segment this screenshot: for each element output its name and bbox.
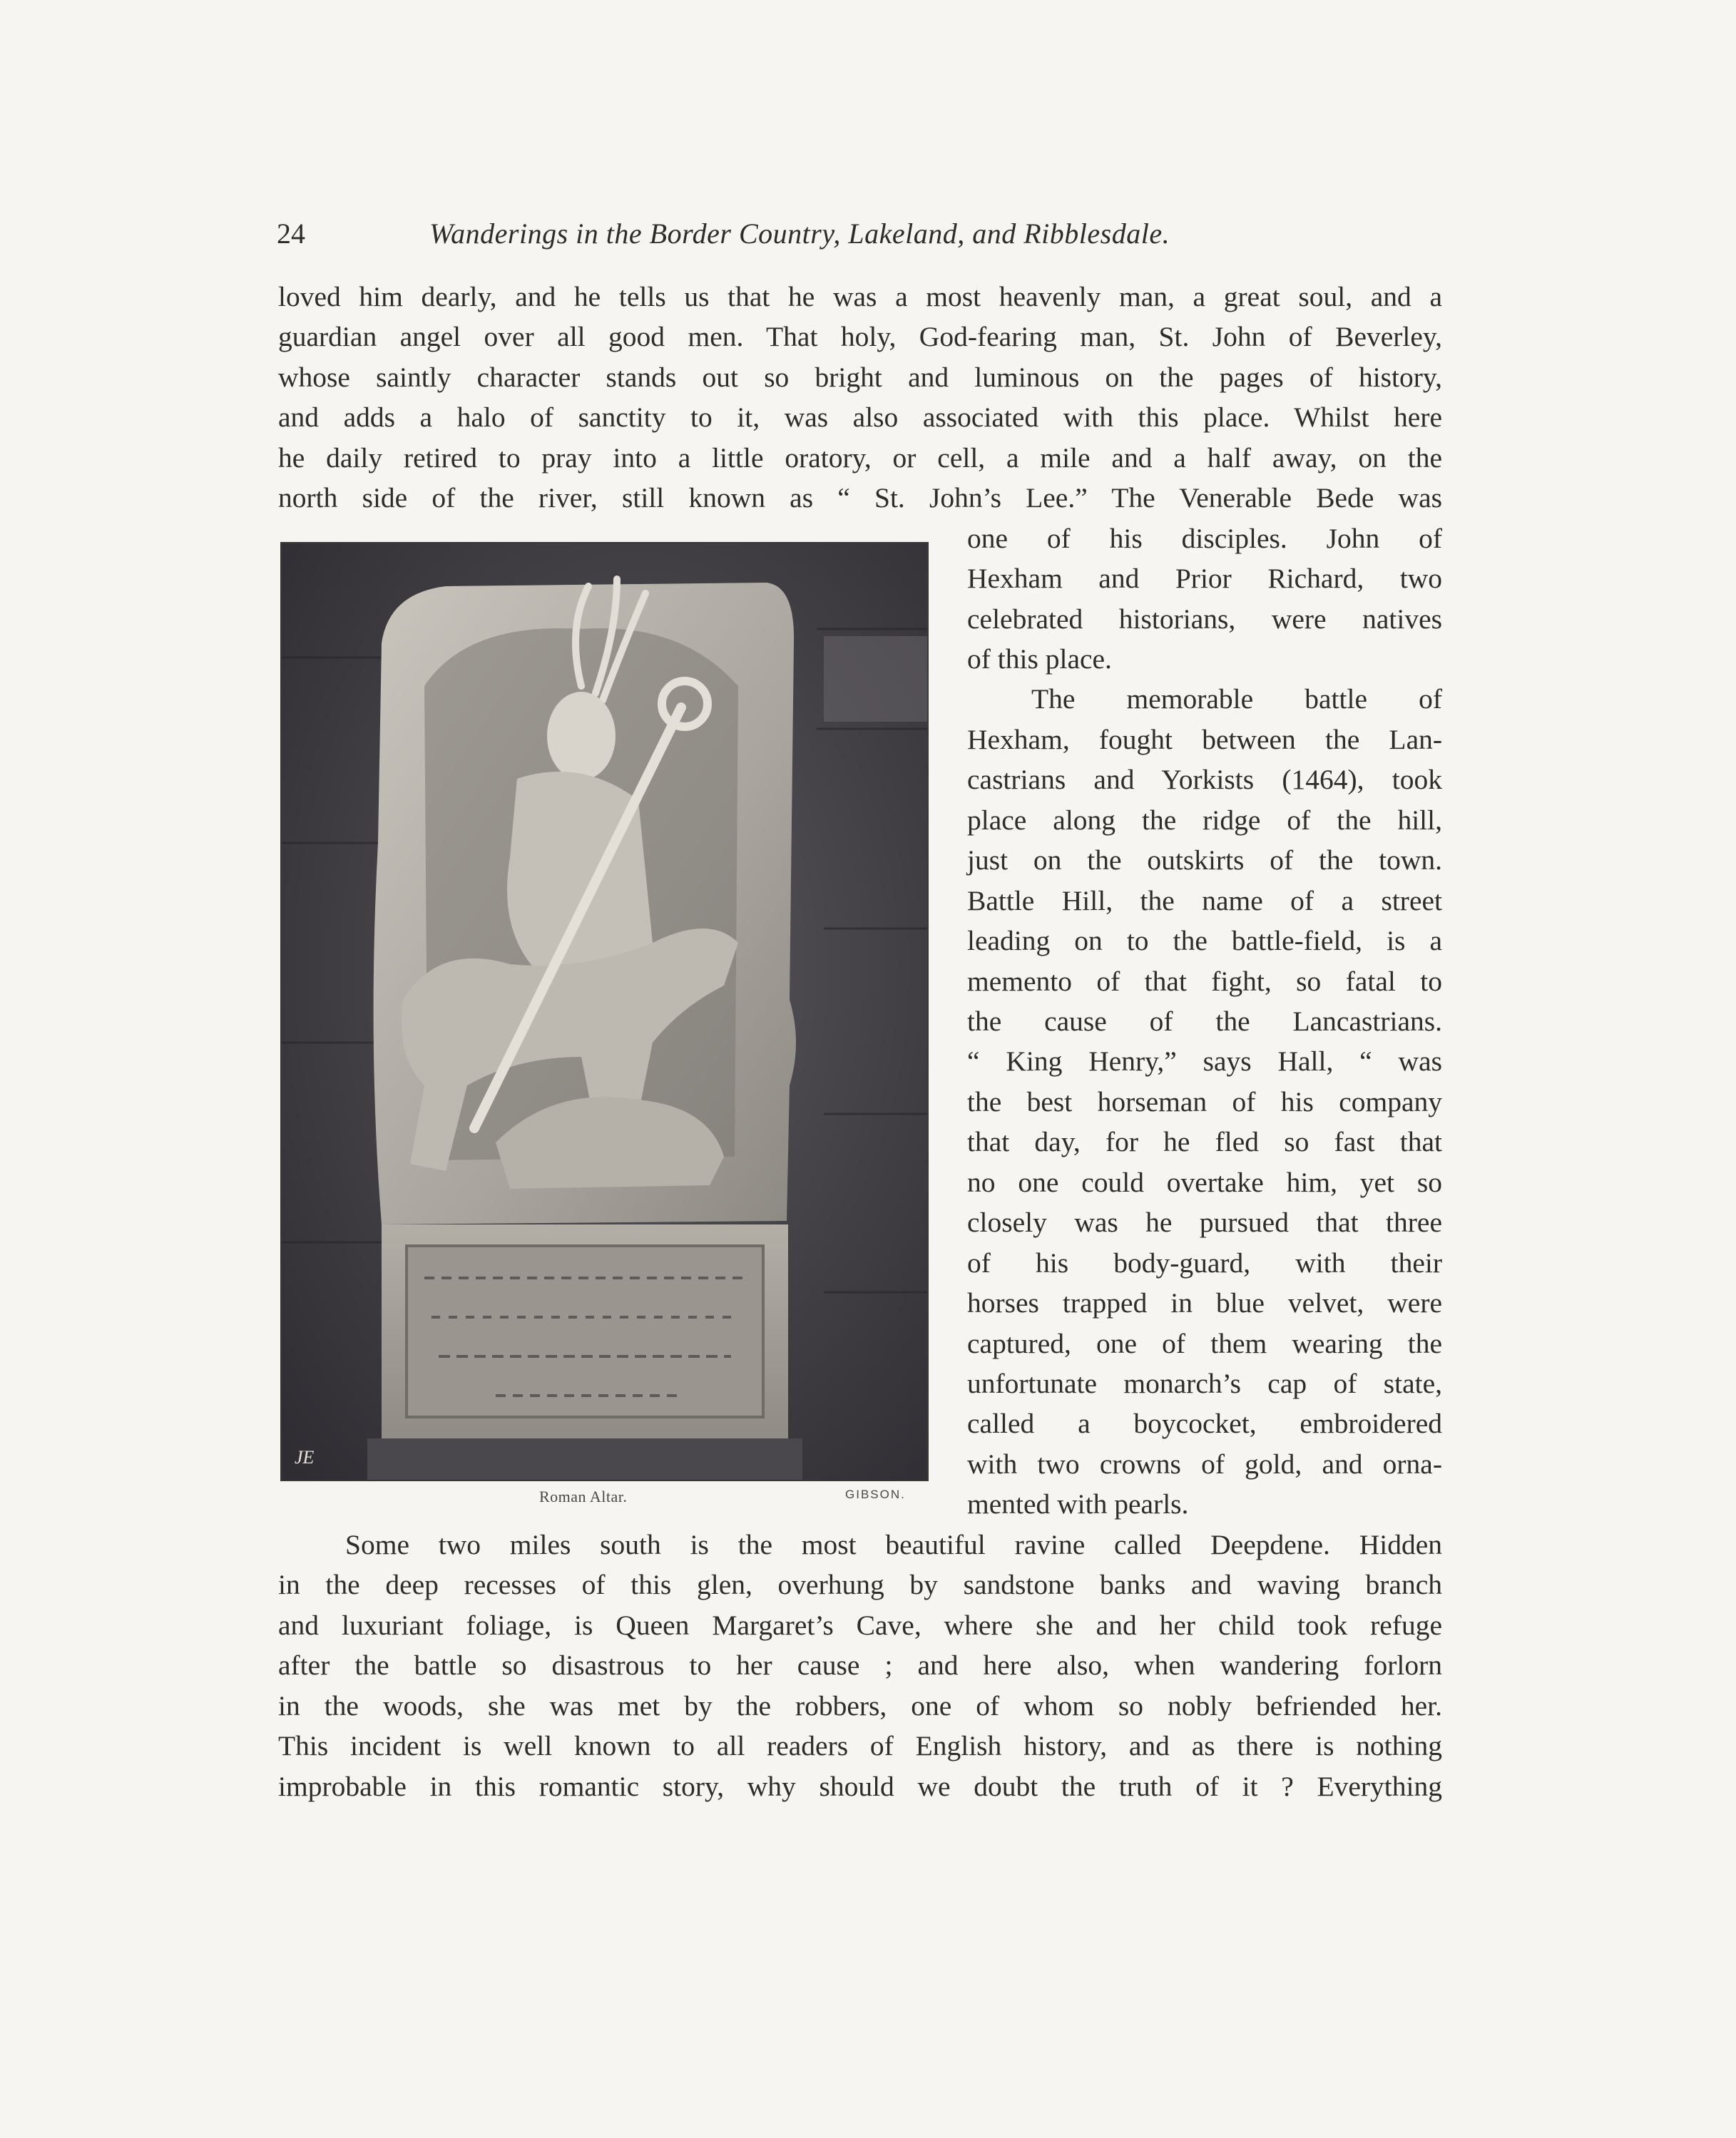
rider-head xyxy=(547,692,616,780)
figure-credit: GIBSON. xyxy=(845,1488,906,1501)
roman-altar-photo xyxy=(280,542,929,1481)
text-line: place along the ridge of the hill, xyxy=(967,804,1442,836)
text-line: the cause of the Lancastrians. xyxy=(967,1006,1442,1037)
running-header xyxy=(277,213,1444,255)
text-line: Some two miles south is the most beautiful ravine called Deepdene. Hidden xyxy=(345,1529,1442,1560)
text-line: guardian angel over all good men. That holy, God-fearing man, St. John of Beverley, xyxy=(278,321,1442,352)
text-line: horses trapped in blue velvet, were xyxy=(967,1287,1442,1319)
text-line: no one could overtake him, yet so xyxy=(967,1167,1442,1198)
text-line: “ King Henry,” says Hall, “ was xyxy=(967,1045,1442,1077)
text-line: unfortunate monarch’s cap of state, xyxy=(967,1368,1442,1399)
text-line: and adds a halo of sanctity to it, was also associated with this place. Whilst here xyxy=(278,401,1442,433)
text-line: The memorable battle of xyxy=(1031,683,1442,715)
text-line: closely was he pursued that three xyxy=(967,1207,1442,1238)
text-line: This incident is well known to all readers of English history, and as there is nothing xyxy=(278,1730,1442,1761)
text-line: with two crowns of gold, and orna- xyxy=(967,1448,1442,1480)
text-line: and luxuriant foliage, is Queen Margaret’s Cave, where she and her child took refuge xyxy=(278,1610,1442,1641)
text-line: memento of that fight, so fatal to xyxy=(967,966,1442,997)
lit-stone-block xyxy=(824,636,927,722)
text-line: Battle Hill, the name of a street xyxy=(967,885,1442,916)
text-line: just on the outskirts of the town. xyxy=(967,844,1442,876)
text-line: mented with pearls. xyxy=(967,1488,1189,1520)
text-line: Hexham, fought between the Lan- xyxy=(967,724,1442,755)
engraver-monogram: JE xyxy=(295,1447,315,1468)
text-line: whose saintly character stands out so bright and luminous on the pages of history, xyxy=(278,362,1442,393)
text-line: improbable in this romantic story, why should we doubt the truth of it ? Everything xyxy=(278,1771,1442,1802)
text-line: castrians and Yorkists (1464), took xyxy=(967,764,1442,795)
text-line: loved him dearly, and he tells us that he was a most heavenly man, a great soul, and a xyxy=(278,281,1442,312)
text-line: called a boycocket, embroidered xyxy=(967,1408,1442,1439)
text-line: in the deep recesses of this glen, overhung by sandstone banks and waving branch xyxy=(278,1569,1442,1600)
text-line: north side of the river, still known as “ St. John’s Lee.” The Venerable Bede was xyxy=(278,482,1442,513)
altar-illustration xyxy=(282,543,927,1480)
inscription-frame xyxy=(407,1246,763,1417)
text-line: celebrated historians, were natives xyxy=(967,603,1442,635)
altar-base-shadow xyxy=(367,1438,802,1480)
text-line: after the battle so disastrous to her cause ; and here also, when wandering forlorn xyxy=(278,1649,1442,1681)
text-line: of this place. xyxy=(967,643,1112,675)
text-line: in the woods, she was met by the robbers, one of whom so nobly befriended her. xyxy=(278,1690,1442,1722)
figure-caption: Roman Altar. xyxy=(539,1488,628,1505)
text-line: the best horseman of his company xyxy=(967,1086,1442,1117)
text-line: Hexham and Prior Richard, two xyxy=(967,563,1442,594)
text-line: leading on to the battle-field, is a xyxy=(967,925,1442,956)
text-line: captured, one of them wearing the xyxy=(967,1328,1442,1359)
running-title: Wanderings in the Border Country, Lakeland, and Ribblesdale. xyxy=(429,218,1170,250)
text-line: of his body-guard, with their xyxy=(967,1247,1442,1279)
text-line: he daily retired to pray into a little oratory, or cell, a mile and a half away, on the xyxy=(278,442,1442,474)
page-number: 24 xyxy=(277,218,305,250)
text-line: that day, for he fled so fast that xyxy=(967,1126,1442,1157)
text-line: one of his disciples. John of xyxy=(967,523,1442,554)
